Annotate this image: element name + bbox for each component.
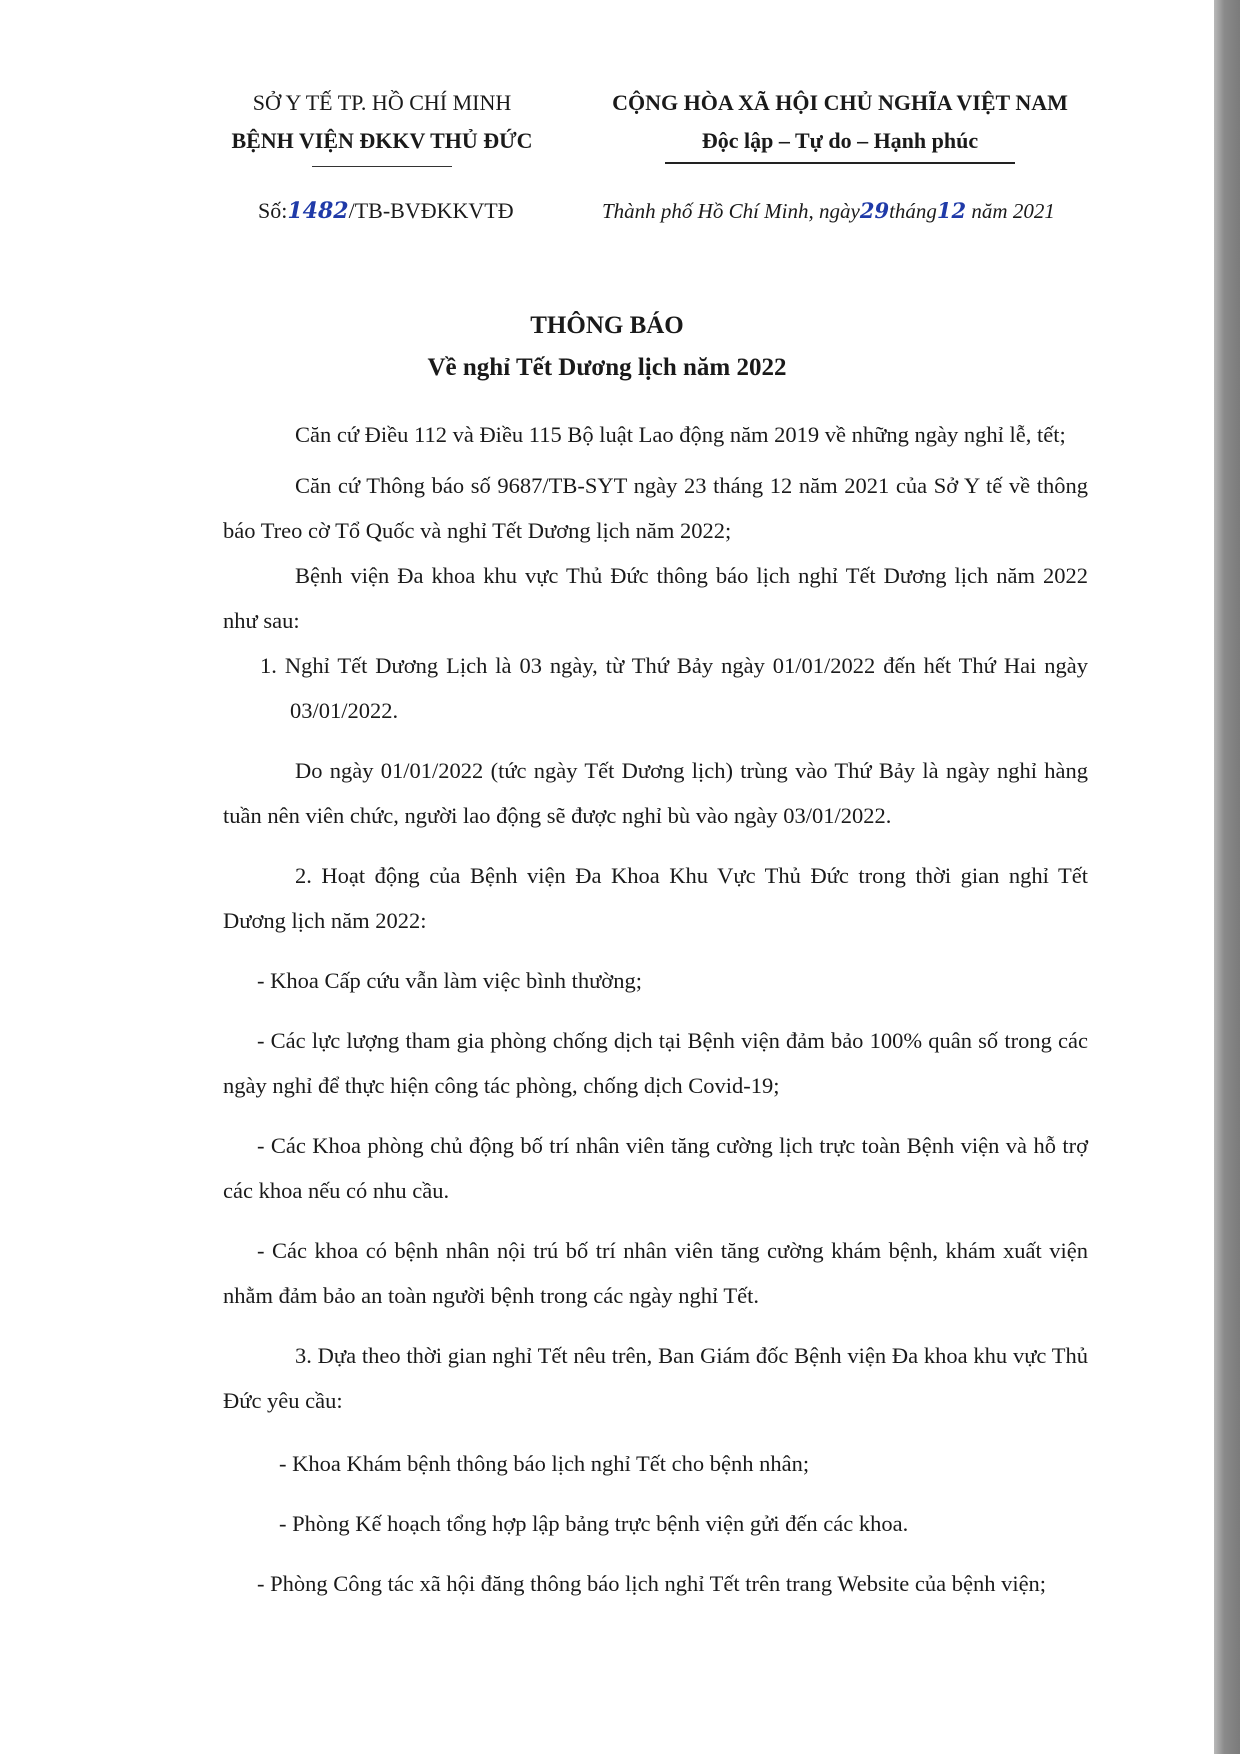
list-item-outpatient: - Khoa Khám bệnh thông báo lịch nghỉ Tết cho bệnh nhân; (279, 1451, 810, 1476)
document-body (223, 412, 1088, 1606)
paragraph-compensation: Do ngày 01/01/2022 (tức ngày Tết Dương lịch) trùng vào Thứ Bảy là ngày nghỉ hàng tuần nên viên chức, người lao động sẽ được nghỉ bù vào ngày 03/01/2022. (223, 758, 1088, 828)
list-item-inpatient: - Các khoa có bệnh nhân nội trú bố trí nhân viên tăng cường khám bệnh, khám xuất viện nhằm đảm bảo an toàn người bệnh trong các ngày nghỉ Tết. (223, 1238, 1088, 1308)
paragraph-announcement: Bệnh viện Đa khoa khu vực Thủ Đức thông báo lịch nghỉ Tết Dương lịch năm 2022 như sau: (223, 563, 1088, 633)
paragraph-legal-basis-1: Căn cứ Điều 112 và Điều 115 Bộ luật Lao động năm 2019 về những ngày nghỉ lễ, tết; (295, 422, 1066, 447)
date-year: năm 2021 (966, 199, 1055, 223)
date-month-label: tháng (889, 199, 937, 223)
item-1: 1. Nghỉ Tết Dương Lịch là 03 ngày, từ Thứ Bảy ngày 01/01/2022 đến hết Thứ Hai ngày 03/01/2022. (260, 653, 1088, 723)
item-3: 3. Dựa theo thời gian nghỉ Tết nêu trên, Ban Giám đốc Bệnh viện Đa khoa khu vực Thủ Đức yêu cầu: (223, 1343, 1088, 1413)
place-and-date (602, 198, 1055, 224)
date-prefix: Thành phố Hồ Chí Minh, ngày (602, 199, 860, 223)
national-header (590, 84, 1090, 164)
issuer-header (212, 84, 552, 167)
docno-suffix: /TB-BVĐKKVTĐ (348, 198, 514, 223)
docno-prefix: Số: (258, 198, 288, 223)
republic-name: CỘNG HÒA XÃ HỘI CHỦ NGHĨA VIỆT NAM (612, 90, 1068, 115)
paragraph-legal-basis-2: Căn cứ Thông báo số 9687/TB-SYT ngày 23 tháng 12 năm 2021 của Sở Y tế về thông báo Treo cờ Tổ Quốc và nghỉ Tết Dương lịch năm 2022; (223, 473, 1088, 543)
list-item-emergency: - Khoa Cấp cứu vẫn làm việc bình thường; (257, 968, 642, 993)
document-subtitle: Về nghỉ Tết Dương lịch năm 2022 (427, 354, 787, 381)
issuer-underline (312, 166, 452, 167)
list-item-planning: - Phòng Kế hoạch tổng hợp lập bảng trực bệnh viện gửi đến các khoa. (279, 1511, 909, 1536)
national-motto: Độc lập – Tự do – Hạnh phúc (701, 128, 979, 153)
list-item-duty-roster: - Các Khoa phòng chủ động bố trí nhân viên tăng cường lịch trực toàn Bệnh viện và hỗ trợ các khoa nếu có nhu cầu. (223, 1133, 1088, 1203)
docno-handwritten: 1482 (287, 198, 349, 224)
motto-underline (665, 162, 1015, 164)
hospital-name: BỆNH VIỆN ĐKKV THỦ ĐỨC (231, 128, 533, 153)
document-title: THÔNG BÁO (530, 312, 684, 339)
list-item-epidemic-staff: - Các lực lượng tham gia phòng chống dịch tại Bệnh viện đảm bảo 100% quân số trong các ngày nghỉ để thực hiện công tác phòng, chống dịch Covid-19; (223, 1028, 1088, 1098)
date-month: 12 (936, 198, 967, 223)
document-number (258, 198, 514, 224)
list-item-social-work: - Phòng Công tác xã hội đăng thông báo lịch nghỉ Tết trên trang Website của bệnh viện; (257, 1571, 1047, 1596)
agency-name: SỞ Y TẾ TP. HỒ CHÍ MINH (252, 90, 512, 115)
scan-border (1214, 0, 1240, 1754)
item-2: 2. Hoạt động của Bệnh viện Đa Khoa Khu Vực Thủ Đức trong thời gian nghỉ Tết Dương lịch năm 2022: (223, 863, 1088, 933)
date-day: 29 (859, 198, 890, 223)
